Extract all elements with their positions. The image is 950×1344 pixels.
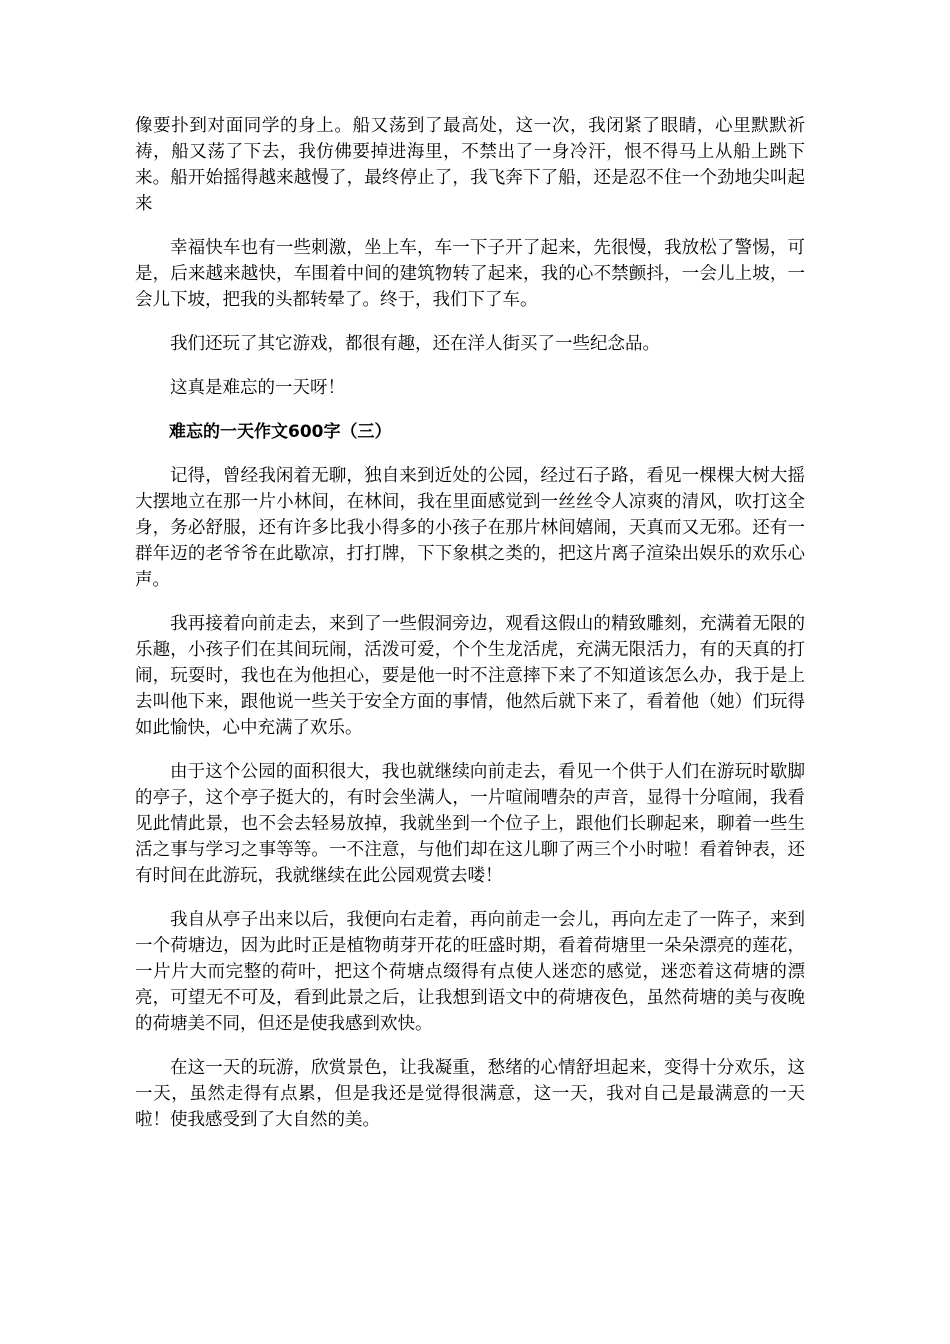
paragraph-park-woods: 记得，曾经我闲着无聊，独自来到近处的公园，经过石子路，看见一棵棵大树大摇大摆地立在那一片小林间，在林间，我在里面感觉到一丝丝令人凉爽的清风，吹打这全身，务必舒服，还有许多比我小得多的小孩子在那片林间嬉闹，天真而又无邪。还有一群年迈的老爷爷在此歇凉，打打牌，下下象棋之类的，把这片离子渲染出娱乐的欢乐心声。 (135, 466, 805, 590)
document-page (135, 113, 805, 1151)
paragraph-swing-boat: 像要扑到对面同学的身上。船又荡到了最高处，这一次，我闭紧了眼睛，心里默默祈祷，船又荡了下去，我仿佛要掉进海里，不禁出了一身冷汗，恨不得马上从船上跳下来。船开始摇得越来越慢了，最终停止了，我飞奔下了船，还是忍不住一个劲地尖叫起来 (135, 116, 805, 214)
paragraph-conclusion: 在这一天的玩游，欣赏景色，让我凝重，愁绪的心情舒坦起来，变得十分欢乐，这一天，虽然走得有点累，但是我还是觉得很满意，这一天，我对自己是最满意的一天啦！使我感受到了大自然的美。 (135, 1058, 805, 1130)
paragraph-memorable-day: 这真是难忘的一天呀！ (170, 378, 345, 398)
paragraph-other-games: 我们还玩了其它游戏，都很有趣，还在洋人街买了一些纪念品。 (170, 334, 660, 354)
paragraph-happy-train: 幸福快车也有一些刺激，坐上车，车一下子开了起来，先很慢，我放松了警惕，可是，后来越来越快，车围着中间的建筑物转了起来，我的心不禁颤抖，一会儿上坡，一会儿下坡，把我的头都转晕了。终于，我们下了车。 (135, 238, 805, 310)
section-heading: 难忘的一天作文600字（三） (169, 422, 392, 442)
paragraph-rockery: 我再接着向前走去，来到了一些假洞旁边，观看这假山的精致雕刻，充满着无限的乐趣，小孩子们在其间玩闹，活泼可爱，个个生龙活虎，充满无限活力，有的天真的打闹，玩耍时，我也在为他担心，要是他一时不注意摔下来了不知道该怎么办，我于是上去叫他下来，跟他说一些关于安全方面的事情，他然后就下来了，看着他（她）们玩得如此愉快，心中充满了欢乐。 (135, 614, 805, 738)
paragraph-pavilion: 由于这个公园的面积很大，我也就继续向前走去，看见一个供于人们在游玩时歇脚的亭子，这个亭子挺大的，有时会坐满人，一片喧闹嘈杂的声音，显得十分喧闹，我看见此情此景，也不会去轻易放掉，我就坐到一个位子上，跟他们长聊起来，聊着一些生活之事与学习之事等等。一不注意，与他们却在这儿聊了两三个小时啦！看着钟表，还有时间在此游玩，我就继续在此公园观赏去喽！ (135, 762, 805, 886)
paragraph-lotus-pond: 我自从亭子出来以后，我便向右走着，再向前走一会儿，再向左走了一阵子，来到一个荷塘边，因为此时正是植物萌芽开花的旺盛时期，看着荷塘里一朵朵漂亮的莲花，一片片大而完整的荷叶，把这个荷塘点缀得有点使人迷恋的感觉，迷恋着这荷塘的漂亮，可望无不可及，看到此景之后，让我想到语文中的荷塘夜色，虽然荷塘的美与夜晚的荷塘美不同，但还是使我感到欢快。 (135, 910, 805, 1034)
